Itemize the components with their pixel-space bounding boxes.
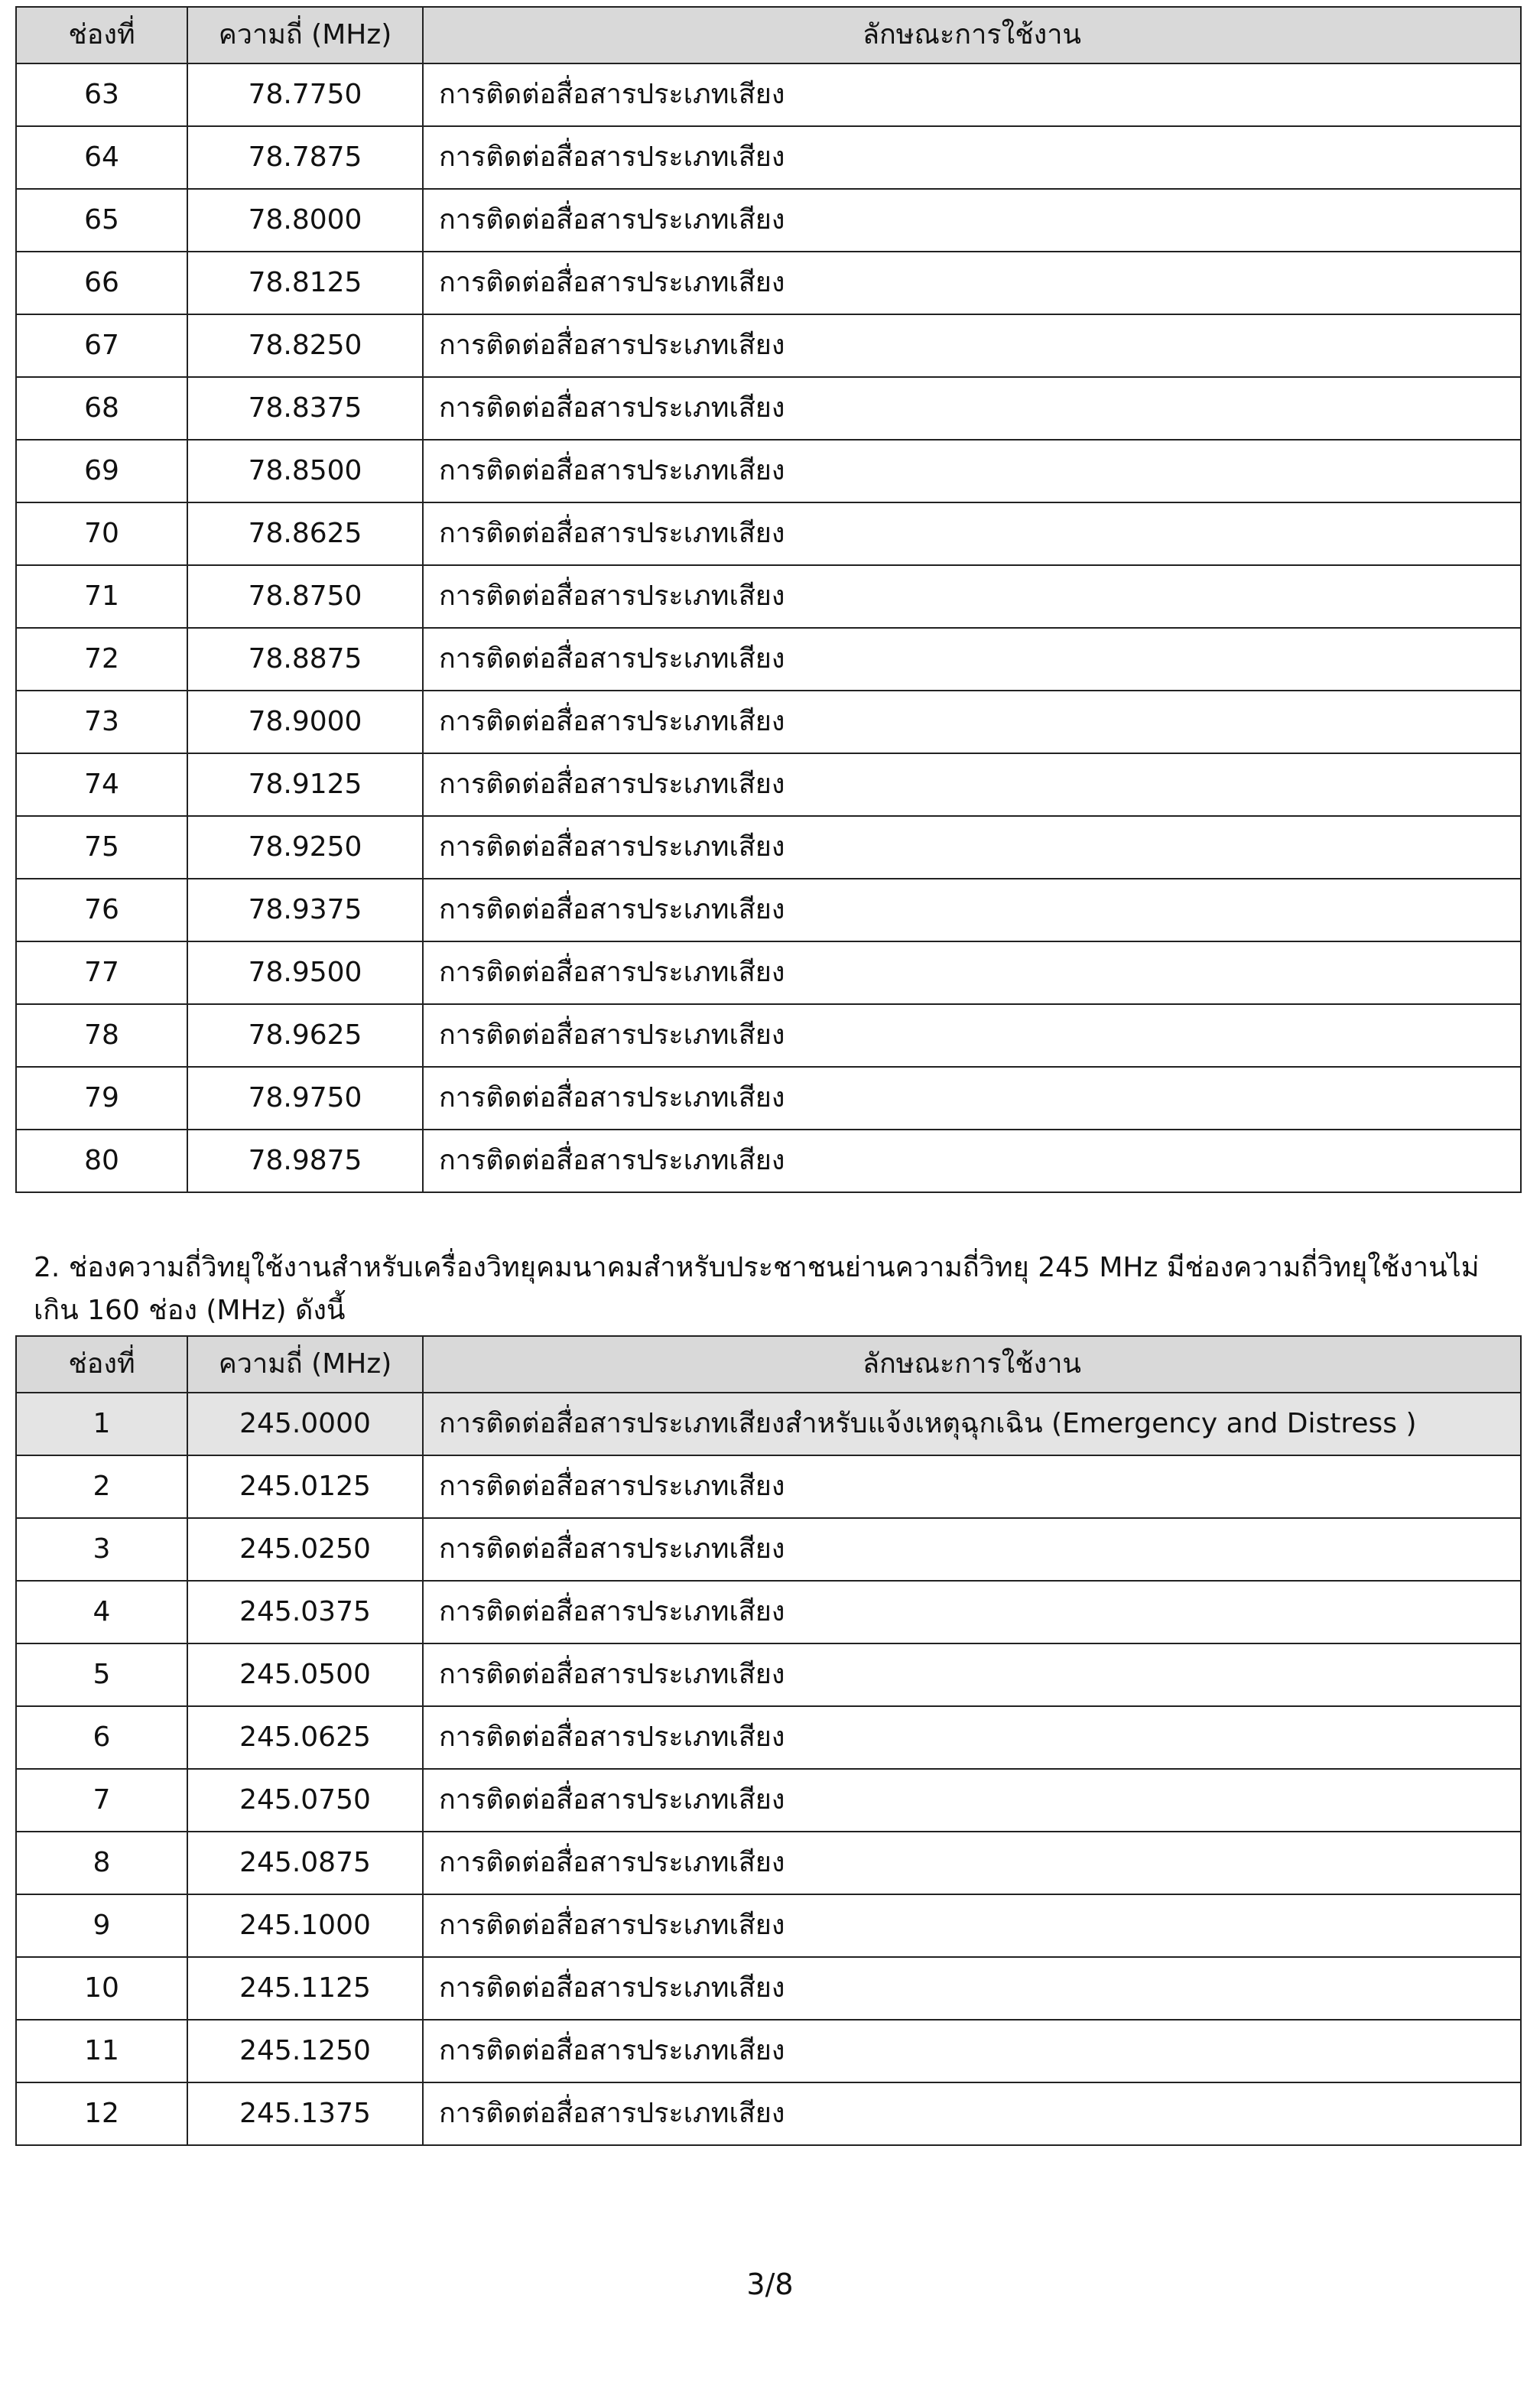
frequency-cell: 78.9875	[187, 1130, 423, 1192]
table-row	[16, 941, 1521, 1004]
frequency-cell: 78.8500	[187, 440, 423, 502]
usage-cell: การติดต่อสื่อสารประเภทเสียง	[423, 1130, 1521, 1192]
usage-cell: การติดต่อสื่อสารประเภทเสียง	[423, 377, 1521, 440]
usage-cell: การติดต่อสื่อสารประเภทเสียง	[423, 1957, 1521, 2020]
table-body	[16, 1393, 1521, 2145]
table-row	[16, 440, 1521, 502]
channel-cell: 68	[16, 377, 187, 440]
frequency-cell: 78.9500	[187, 941, 423, 1004]
channel-cell: 76	[16, 879, 187, 941]
usage-cell: การติดต่อสื่อสารประเภทเสียง	[423, 63, 1521, 126]
header-usage: ลักษณะการใช้งาน	[423, 1336, 1521, 1393]
table-row	[16, 1518, 1521, 1581]
document-page	[15, 6, 1520, 2146]
channel-cell: 66	[16, 252, 187, 314]
usage-cell: การติดต่อสื่อสารประเภทเสียง	[423, 753, 1521, 816]
frequency-cell: 245.1375	[187, 2082, 423, 2145]
channel-cell: 2	[16, 1455, 187, 1518]
frequency-cell: 245.0250	[187, 1518, 423, 1581]
usage-cell: การติดต่อสื่อสารประเภทเสียง	[423, 628, 1521, 691]
table-row	[16, 1706, 1521, 1769]
usage-cell: การติดต่อสื่อสารประเภทเสียง	[423, 1004, 1521, 1067]
usage-cell: การติดต่อสื่อสารประเภทเสียง	[423, 1832, 1521, 1894]
table-row	[16, 314, 1521, 377]
channel-cell: 12	[16, 2082, 187, 2145]
table-row	[16, 126, 1521, 189]
frequency-cell: 78.9750	[187, 1067, 423, 1130]
channel-cell: 78	[16, 1004, 187, 1067]
channel-cell: 65	[16, 189, 187, 252]
usage-cell: การติดต่อสื่อสารประเภทเสียง	[423, 440, 1521, 502]
frequency-cell: 245.0000	[187, 1393, 423, 1455]
table-row	[16, 377, 1521, 440]
channel-cell: 63	[16, 63, 187, 126]
table-body	[16, 63, 1521, 1192]
channel-cell: 67	[16, 314, 187, 377]
channel-cell: 3	[16, 1518, 187, 1581]
table-row	[16, 1393, 1521, 1455]
table-row	[16, 189, 1521, 252]
table-row	[16, 1130, 1521, 1192]
channel-cell: 9	[16, 1894, 187, 1957]
table-row	[16, 628, 1521, 691]
frequency-cell: 78.8875	[187, 628, 423, 691]
channel-cell: 1	[16, 1393, 187, 1455]
table-row	[16, 879, 1521, 941]
header-frequency: ความถี่ (MHz)	[187, 1336, 423, 1393]
table-row	[16, 1067, 1521, 1130]
table-row	[16, 1455, 1521, 1518]
usage-cell: การติดต่อสื่อสารประเภทเสียง	[423, 1894, 1521, 1957]
frequency-cell: 78.8125	[187, 252, 423, 314]
frequency-cell: 78.9625	[187, 1004, 423, 1067]
channel-cell: 69	[16, 440, 187, 502]
channel-cell: 74	[16, 753, 187, 816]
channel-cell: 71	[16, 565, 187, 628]
frequency-cell: 78.8250	[187, 314, 423, 377]
frequency-cell: 78.7750	[187, 63, 423, 126]
usage-cell: การติดต่อสื่อสารประเภทเสียง	[423, 565, 1521, 628]
table-row	[16, 2082, 1521, 2145]
frequency-cell: 245.1125	[187, 1957, 423, 2020]
frequency-cell: 78.9000	[187, 691, 423, 753]
table-row	[16, 1894, 1521, 1957]
channel-cell: 6	[16, 1706, 187, 1769]
usage-cell: การติดต่อสื่อสารประเภทเสียง	[423, 941, 1521, 1004]
table-header-row	[16, 7, 1521, 63]
channel-cell: 70	[16, 502, 187, 565]
table-row	[16, 816, 1521, 879]
usage-cell: การติดต่อสื่อสารประเภทเสียง	[423, 1706, 1521, 1769]
table-row	[16, 2020, 1521, 2082]
channel-cell: 5	[16, 1643, 187, 1706]
usage-cell: การติดต่อสื่อสารประเภทเสียง	[423, 189, 1521, 252]
frequency-cell: 78.8375	[187, 377, 423, 440]
frequency-cell: 78.8750	[187, 565, 423, 628]
usage-cell: การติดต่อสื่อสารประเภทเสียง	[423, 1518, 1521, 1581]
section-2-heading: 2. ช่องความถี่วิทยุใช้งานสำหรับเครื่องวิทยุคมนาคมสำหรับประชาชนย่านความถี่วิทยุ 245 MHz มีช่องความถี่วิทยุใช้งานไม่เกิน 160 ช่อง (MHz) ดังนี้	[34, 1252, 1480, 1326]
page-number: 3/8	[746, 2268, 794, 2301]
usage-cell: การติดต่อสื่อสารประเภทเสียง	[423, 816, 1521, 879]
usage-cell: การติดต่อสื่อสารประเภทเสียง	[423, 1769, 1521, 1832]
channel-cell: 10	[16, 1957, 187, 2020]
usage-cell: การติดต่อสื่อสารประเภทเสียง	[423, 2082, 1521, 2145]
channel-cell: 73	[16, 691, 187, 753]
table-row	[16, 1832, 1521, 1894]
header-frequency: ความถี่ (MHz)	[187, 7, 423, 63]
usage-cell: การติดต่อสื่อสารประเภทเสียง	[423, 2020, 1521, 2082]
frequency-cell: 245.0375	[187, 1581, 423, 1643]
frequency-cell: 245.0875	[187, 1832, 423, 1894]
table-row	[16, 1769, 1521, 1832]
header-usage: ลักษณะการใช้งาน	[423, 7, 1521, 63]
table-row	[16, 502, 1521, 565]
channel-cell: 64	[16, 126, 187, 189]
usage-cell: การติดต่อสื่อสารประเภทเสียง	[423, 1581, 1521, 1643]
table-header-row	[16, 1336, 1521, 1393]
table-row	[16, 1957, 1521, 2020]
channel-cell: 77	[16, 941, 187, 1004]
table-row	[16, 565, 1521, 628]
frequency-cell: 78.7875	[187, 126, 423, 189]
usage-cell: การติดต่อสื่อสารประเภทเสียง	[423, 314, 1521, 377]
usage-cell: การติดต่อสื่อสารประเภทเสียง	[423, 1643, 1521, 1706]
frequency-table-1	[15, 6, 1522, 1193]
table-row	[16, 63, 1521, 126]
frequency-cell: 245.0500	[187, 1643, 423, 1706]
usage-cell: การติดต่อสื่อสารประเภทเสียง	[423, 691, 1521, 753]
usage-cell: การติดต่อสื่อสารประเภทเสียง	[423, 502, 1521, 565]
frequency-cell: 245.0125	[187, 1455, 423, 1518]
table-row	[16, 753, 1521, 816]
usage-cell: การติดต่อสื่อสารประเภทเสียง	[423, 879, 1521, 941]
frequency-cell: 245.1250	[187, 2020, 423, 2082]
usage-cell: การติดต่อสื่อสารประเภทเสียง	[423, 1067, 1521, 1130]
table-row	[16, 252, 1521, 314]
usage-cell: การติดต่อสื่อสารประเภทเสียง	[423, 252, 1521, 314]
frequency-cell: 78.8000	[187, 189, 423, 252]
frequency-cell: 245.0625	[187, 1706, 423, 1769]
usage-cell: การติดต่อสื่อสารประเภทเสียง	[423, 1455, 1521, 1518]
channel-cell: 7	[16, 1769, 187, 1832]
frequency-cell: 78.8625	[187, 502, 423, 565]
table-row	[16, 1643, 1521, 1706]
usage-cell: การติดต่อสื่อสารประเภทเสียงสำหรับแจ้งเหตุฉุกเฉิน (Emergency and Distress )	[423, 1393, 1521, 1455]
channel-cell: 4	[16, 1581, 187, 1643]
frequency-table-2	[15, 1335, 1522, 2146]
header-channel: ช่องที่	[16, 1336, 187, 1393]
table-row	[16, 1004, 1521, 1067]
table-row	[16, 691, 1521, 753]
frequency-cell: 78.9125	[187, 753, 423, 816]
table-row	[16, 1581, 1521, 1643]
frequency-cell: 78.9375	[187, 879, 423, 941]
channel-cell: 75	[16, 816, 187, 879]
channel-cell: 79	[16, 1067, 187, 1130]
channel-cell: 11	[16, 2020, 187, 2082]
channel-cell: 72	[16, 628, 187, 691]
usage-cell: การติดต่อสื่อสารประเภทเสียง	[423, 126, 1521, 189]
header-channel: ช่องที่	[16, 7, 187, 63]
channel-cell: 8	[16, 1832, 187, 1894]
frequency-cell: 245.0750	[187, 1769, 423, 1832]
channel-cell: 80	[16, 1130, 187, 1192]
frequency-cell: 78.9250	[187, 816, 423, 879]
frequency-cell: 245.1000	[187, 1894, 423, 1957]
